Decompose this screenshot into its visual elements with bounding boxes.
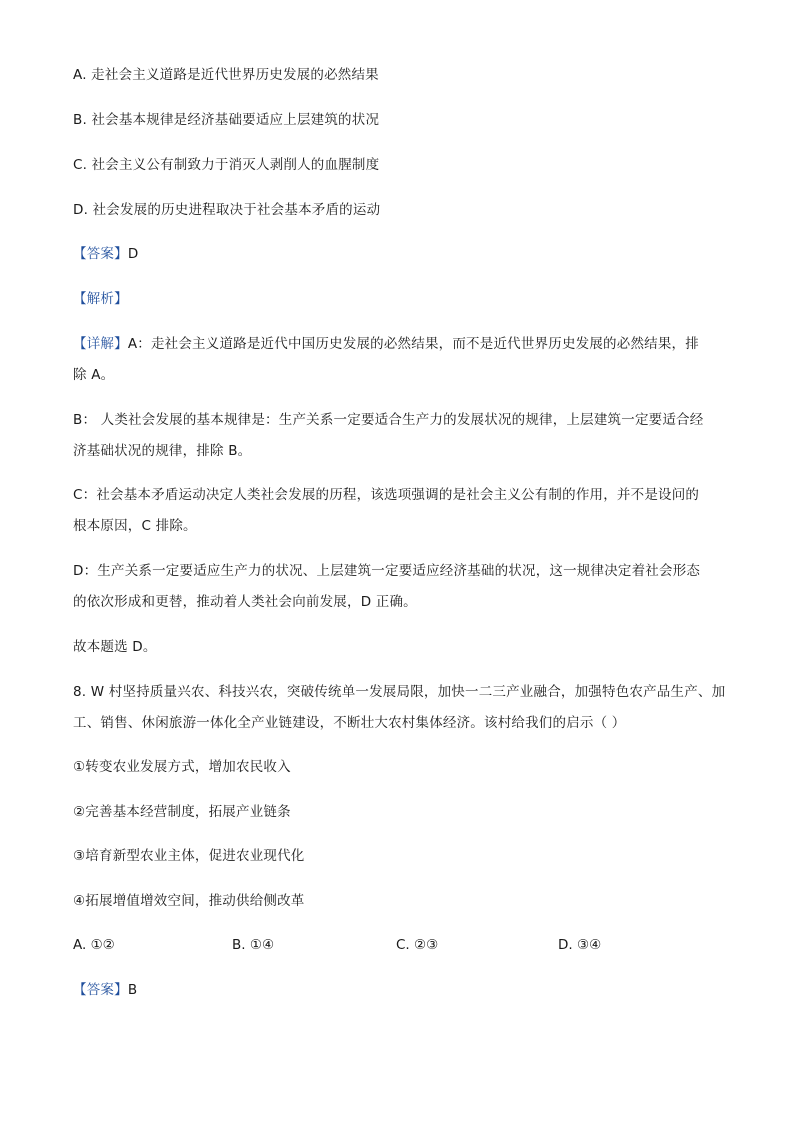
- answer-tag: 【答案】: [73, 246, 128, 262]
- q8-answer-value: B: [127, 982, 138, 998]
- answer-line: [73, 245, 723, 263]
- q8-choice-c: C. ②③: [396, 937, 439, 953]
- q8-choice-b: B. ①④: [232, 937, 275, 953]
- detail-tag: 【详解】: [73, 336, 128, 352]
- explanation-text-1: A：走社会主义道路是近代中国历史发展的必然结果，而不是近代世界历史发展的必然结果，排: [127, 336, 699, 352]
- analysis-tag: 【解析】: [73, 291, 128, 307]
- q8-stem-line-1: 8. W 村坚持质量兴农、科技兴农，突破传统单一发展局限，加快一二三产业融合，加强特色农产品生产、加: [73, 684, 726, 700]
- conclusion-line: 故本题选 D。: [73, 639, 157, 655]
- option-c: C. 社会主义公有制致力于消灭人剥削人的血腥制度: [73, 157, 380, 173]
- q8-answer-tag: 【答案】: [73, 982, 128, 998]
- explanation-line-4: 济基础状况的规律，排除 B。: [73, 443, 252, 459]
- explanation-line-2: 除 A。: [73, 367, 115, 383]
- explanation-line-7: D：生产关系一定要适应生产力的状况、上层建筑一定要适应经济基础的状况，这一规律决定着社会形态: [73, 563, 701, 579]
- q8-choices: [73, 936, 723, 954]
- explanation-line-6: 根本原因，C 排除。: [73, 518, 197, 534]
- option-a: A. 走社会主义道路是近代世界历史发展的必然结果: [73, 67, 379, 83]
- explanation-line-8: 的依次形成和更替，推动着人类社会向前发展，D 正确。: [73, 594, 417, 610]
- q8-choice-a: A. ①②: [73, 937, 115, 953]
- q8-statement-4: ④拓展增值增效空间，推动供给侧改革: [73, 893, 305, 909]
- explanation-line-3: B： 人类社会发展的基本规律是：生产关系一定要适合生产力的发展状况的规律，上层建筑一定要适合经: [73, 412, 704, 428]
- q8-statement-1: ①转变农业发展方式，增加农民收入: [73, 759, 291, 775]
- answer-value: D: [127, 246, 139, 262]
- q8-choice-d: D. ③④: [558, 937, 602, 953]
- explanation-line-1: [73, 335, 723, 353]
- q8-statement-2: ②完善基本经营制度，拓展产业链条: [73, 804, 291, 820]
- q8-answer-line: [73, 981, 723, 999]
- option-b: B. 社会基本规律是经济基础要适应上层建筑的状况: [73, 112, 380, 128]
- q8-stem-line-2: 工、销售、休闲旅游一体化全产业链建设，不断壮大农村集体经济。该村给我们的启示（ ）: [73, 715, 626, 731]
- q8-statement-3: ③培育新型农业主体，促进农业现代化: [73, 848, 305, 864]
- explanation-line-5: C：社会基本矛盾运动决定人类社会发展的历程，该选项强调的是社会主义公有制的作用，并不是设问的: [73, 487, 700, 503]
- option-d: D. 社会发展的历史进程取决于社会基本矛盾的运动: [73, 202, 381, 218]
- analysis-line: [73, 290, 723, 308]
